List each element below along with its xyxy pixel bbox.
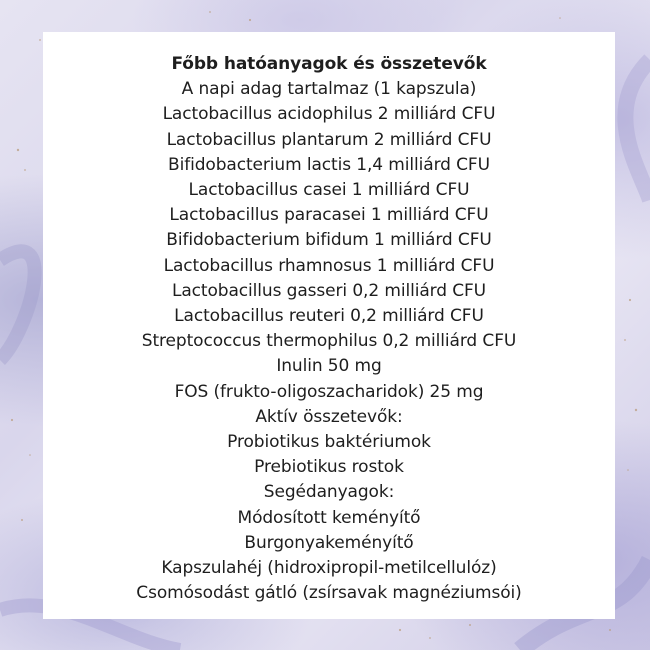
ingredient-line: Módosított keményítő xyxy=(237,507,421,528)
ingredients-card xyxy=(43,32,615,619)
section-heading: Aktív összetevők: xyxy=(255,406,403,427)
ingredient-line: Lactobacillus acidophilus 2 milliárd CFU xyxy=(162,104,496,125)
ingredient-line: Lactobacillus gasseri 0,2 milliárd CFU xyxy=(171,280,487,301)
ingredient-line: Inulin 50 mg xyxy=(276,356,382,377)
ingredient-line: FOS (frukto-oligoszacharidok) 25 mg xyxy=(174,381,484,402)
ingredient-line: Bifidobacterium lactis 1,4 milliárd CFU xyxy=(168,154,490,175)
ingredient-line: Burgonyakeményítő xyxy=(244,532,414,553)
ingredient-line: Csomósodást gátló (zsírsavak magnéziumsói) xyxy=(136,583,522,604)
ingredient-line: Lactobacillus paracasei 1 milliárd CFU xyxy=(169,205,489,226)
ingredient-line: Streptococcus thermophilus 0,2 milliárd CFU xyxy=(141,331,517,352)
ingredient-line: Lactobacillus casei 1 milliárd CFU xyxy=(188,180,470,201)
marble-vein xyxy=(625,60,650,200)
ingredient-line: Lactobacillus rhamnosus 1 milliárd CFU xyxy=(163,255,495,276)
section-heading: Segédanyagok: xyxy=(263,482,395,503)
ingredient-line: Kapszulahéj (hidroxipropil-metilcellulóz) xyxy=(161,558,497,579)
ingredient-line: A napi adag tartalmaz (1 kapszula) xyxy=(181,79,477,100)
marble-vein xyxy=(0,251,35,360)
ingredient-line: Lactobacillus plantarum 2 milliárd CFU xyxy=(166,129,492,150)
ingredient-line: Probiotikus baktériumok xyxy=(227,432,431,453)
ingredient-line: Bifidobacterium bifidum 1 milliárd CFU xyxy=(166,230,492,251)
ingredients-title: Főbb hatóanyagok és összetevők xyxy=(171,54,487,74)
ingredient-line: Lactobacillus reuteri 0,2 milliárd CFU xyxy=(174,306,484,327)
ingredient-line: Prebiotikus rostok xyxy=(254,457,404,478)
